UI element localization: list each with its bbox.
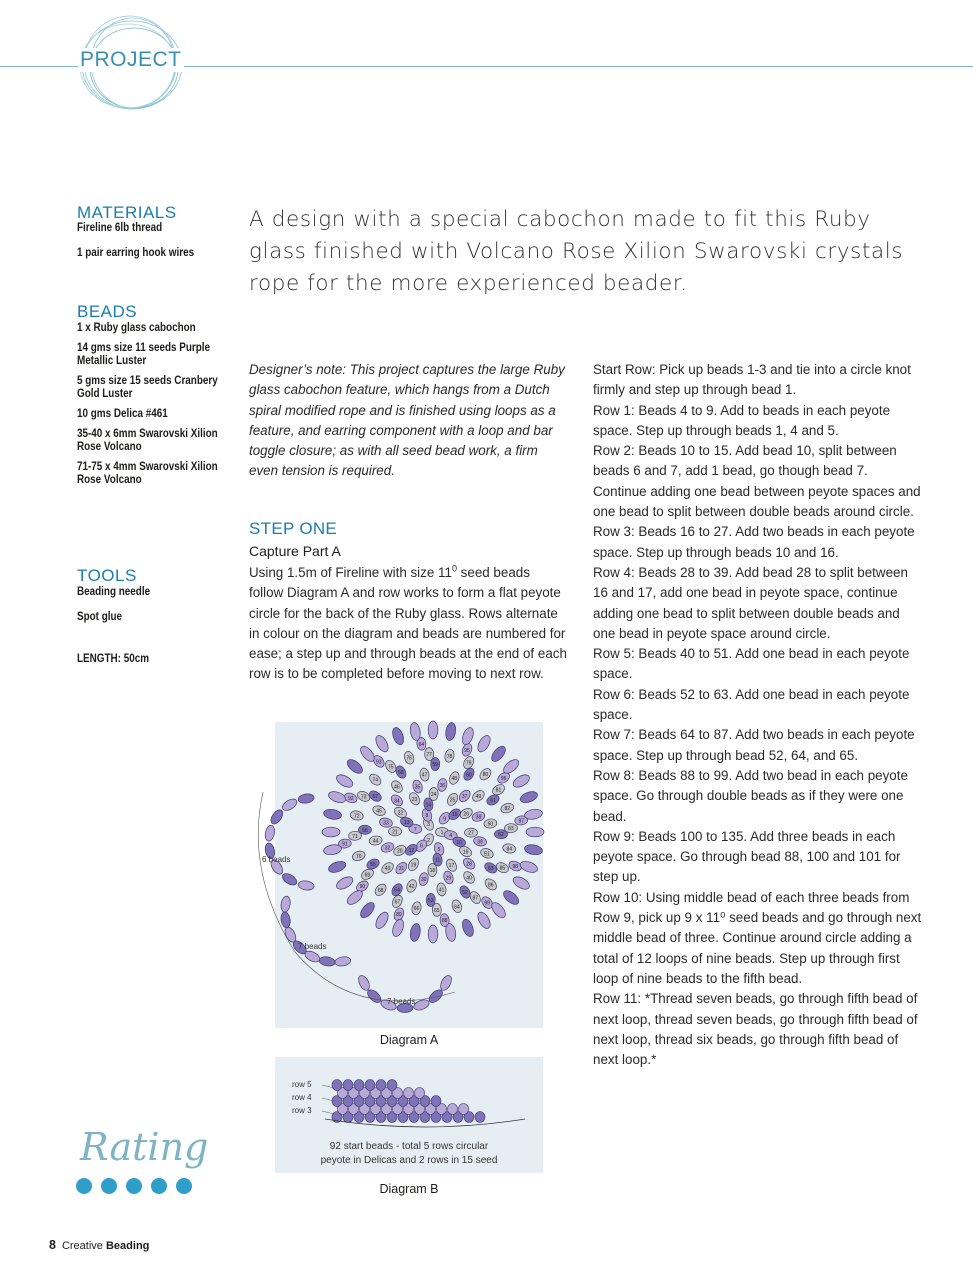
diagram-a-label-7-beads: 7 beads xyxy=(387,997,416,1006)
row-text: Beads 16 to 27. Add two beads in each peyote space. Step up through beads 10 and 16. xyxy=(593,524,915,560)
bead-number: 36 xyxy=(439,782,446,789)
diagram-b-row-label: row 4 xyxy=(292,1093,312,1102)
row-text: Beads 88 to 99. Add two bead in each peyote space. Go through double beads as if they were one bead. xyxy=(593,767,908,824)
bead xyxy=(373,910,390,930)
step-one-subtitle: Capture Part A xyxy=(249,543,341,559)
length-value: LENGTH: 50cm xyxy=(77,653,149,665)
bead xyxy=(475,910,492,930)
diagram-b-illustration xyxy=(275,1057,543,1173)
bead-number: 82 xyxy=(504,806,511,813)
rating-dot xyxy=(151,1178,167,1194)
bead-number: 33 xyxy=(383,820,389,827)
bead-number: 44 xyxy=(372,838,379,845)
bead-number: 87 xyxy=(472,895,479,902)
row-text: *Thread seven beads, go through fifth bead of next loop, thread seven beads, go through fifth bead of next loop, thread six beads, go through fifth bead of next loop.* xyxy=(593,991,918,1068)
bead xyxy=(501,888,521,907)
bead-number: 86 xyxy=(488,882,494,889)
bead-number: 69 xyxy=(364,872,371,879)
bead-number: 96 xyxy=(500,775,507,782)
bead xyxy=(373,733,390,753)
bead xyxy=(391,918,406,938)
instruction-row xyxy=(593,685,923,726)
bead-number: 61 xyxy=(490,797,496,804)
row-label: Row 4: xyxy=(593,564,635,580)
diagram-a-label-6-beads: 6 beads xyxy=(262,855,291,864)
diagram-b-caption: Diagram B xyxy=(379,1182,439,1196)
step-one-text-a: Using 1.5m of Fireline with size 11 xyxy=(249,565,452,580)
instruction-row xyxy=(593,644,923,685)
bead-number: 59 xyxy=(432,762,439,769)
magazine-name: Beading xyxy=(105,1240,150,1252)
bead-number: 70 xyxy=(355,853,362,860)
row-label: Row 2: xyxy=(593,443,635,459)
bead-number: 17 xyxy=(448,863,455,870)
bead-number: 60 xyxy=(466,772,472,779)
bead-number: 99 xyxy=(484,900,490,907)
bead-number: 1 xyxy=(440,830,444,836)
rating-dot xyxy=(126,1178,142,1194)
bead-number: 11 xyxy=(434,857,441,864)
designer-note: Designer’s note: This project captures the large Ruby glass cabochon feature, which hangs from a Dutch spiral modified rope and is finished using loops as a feature, and earring component with a loop and bar toggle closure; as with all seed bead work, a firm even tension is required. xyxy=(249,362,565,479)
bead-item: 71-75 x 4mm Swarovski Xilion Rose Volcano xyxy=(77,461,218,486)
bead xyxy=(323,808,342,821)
bead-number: 94 xyxy=(418,741,425,748)
bead-number: 92 xyxy=(347,795,354,802)
bead xyxy=(280,871,298,887)
bead xyxy=(428,721,438,739)
instruction-row xyxy=(593,725,923,766)
bead-number: 51 xyxy=(484,851,490,858)
bead-number: 4 xyxy=(449,833,453,840)
rating-dot xyxy=(101,1178,117,1194)
bead xyxy=(280,797,298,813)
bead xyxy=(391,726,406,746)
rating-dot xyxy=(176,1178,192,1194)
bead-number: 89 xyxy=(396,912,402,919)
bead xyxy=(511,772,531,789)
bead xyxy=(327,859,347,874)
material-item: 1 pair earring hook wires xyxy=(77,247,195,259)
row-label: Row 1: xyxy=(593,402,635,418)
bead-number: 58 xyxy=(398,770,404,777)
bead-number: 3 xyxy=(427,822,430,829)
diagram-a xyxy=(262,722,543,1028)
bead xyxy=(524,843,543,856)
bead xyxy=(332,1080,342,1091)
intro-text: A design with a special cabochon made to fit this Ruby glass finished with Volcano Rose Xilion Swarovski crystals rope for the more experienced beader. xyxy=(249,207,904,296)
bead-number: 84 xyxy=(506,846,513,853)
row-text: Beads 52 to 63. Add one bead in each peyote space. xyxy=(593,686,910,723)
instruction-row xyxy=(593,401,923,442)
bead xyxy=(322,827,340,837)
bead xyxy=(460,918,475,938)
instruction-row xyxy=(593,563,923,644)
bead-number: 75 xyxy=(387,764,394,771)
row-label: Row 9: xyxy=(593,828,635,844)
bead-number: 83 xyxy=(508,826,514,833)
bead-number: 95 xyxy=(464,747,470,754)
materials-section xyxy=(77,204,237,260)
bead xyxy=(343,1080,353,1091)
row-text: Using middle bead of each three beads from Row 9, pick up 9 x 11⁰ seed beads and go through next middle bead of three. Continue around circle adding a total of 12 loops of nine beads. Step up through first loop of nine beads to the fifth bead. xyxy=(593,889,922,986)
bead-number: 31 xyxy=(398,866,405,873)
bead xyxy=(459,1104,469,1115)
bead-number: 40 xyxy=(466,875,472,882)
bead-item: 1 x Ruby glass cabochon xyxy=(77,322,196,334)
bead-number: 19 xyxy=(410,862,417,869)
bead-number: 68 xyxy=(377,887,384,894)
bead-number: 39 xyxy=(477,839,483,846)
bead-number: 54 xyxy=(394,887,400,894)
row-text: Beads 64 to 87. Add two beads in each peyote space. Step up through bead 52, 64, and 65. xyxy=(593,727,915,763)
bead-item: 5 gms size 15 seeds Cranbery Gold Luster xyxy=(77,375,218,400)
bead-number: 7 xyxy=(413,826,417,833)
bead-number: 45 xyxy=(376,808,382,815)
step-one-body xyxy=(249,563,567,685)
bead-number: 35 xyxy=(414,784,421,791)
bead-number: 77 xyxy=(426,752,432,759)
diagram-a-label-7-beads: 7 beads xyxy=(298,942,327,951)
size-superscript: 0 xyxy=(451,563,457,574)
row-label: Row 10: xyxy=(593,889,643,905)
instructions-column xyxy=(593,360,923,1070)
page-footer xyxy=(49,1238,149,1252)
bead-number: 43 xyxy=(384,866,391,873)
bead-number: 93 xyxy=(376,759,382,766)
rating-block xyxy=(72,1108,232,1198)
row-label: Row 5: xyxy=(593,646,635,662)
bead-number: 32 xyxy=(384,845,391,852)
row-label: Row 6: xyxy=(593,686,635,702)
bead xyxy=(404,1088,414,1099)
bead-number: 29 xyxy=(445,875,452,882)
beads-section xyxy=(77,303,237,487)
bead-number: 9 xyxy=(443,816,447,823)
bead-number: 22 xyxy=(397,810,404,817)
instruction-row xyxy=(593,441,923,522)
bead xyxy=(526,827,544,837)
bead xyxy=(264,824,276,841)
bead-number: 79 xyxy=(465,760,472,767)
bead-number: 30 xyxy=(420,877,427,884)
tool-item: Spot glue xyxy=(77,611,123,623)
bead xyxy=(489,744,508,764)
bead-number: 63 xyxy=(487,865,494,872)
instruction-row xyxy=(593,360,923,401)
bead xyxy=(298,793,315,804)
bead-number: 67 xyxy=(394,899,401,906)
bead xyxy=(511,874,531,891)
bead xyxy=(376,1080,386,1091)
beads-heading: BEADS xyxy=(77,302,138,321)
bead-number: 72 xyxy=(353,813,360,820)
bead xyxy=(460,726,475,746)
bead-number: 23 xyxy=(411,796,418,803)
step-one-text-b: seed beads follow Diagram A and row works to form a flat peyote circle for the back of the Ruby glass. Rows alternate in colour on the diagram and beads are numbered for ease; a step up and through beads at the end of each row is to be completed before moving to next row. xyxy=(249,565,567,682)
row-text: Pick up beads 1-3 and tie into a circle knot firmly and step up through bead 1. xyxy=(593,362,911,398)
diagram-b-row-label: row 5 xyxy=(292,1080,312,1089)
bead-number: 73 xyxy=(360,794,367,801)
rating-dot xyxy=(76,1178,92,1194)
diagram-b xyxy=(275,1057,543,1173)
bead-number: 46 xyxy=(394,784,400,791)
bead xyxy=(280,896,291,913)
material-item: Fireline 6lb thread xyxy=(77,222,163,234)
bead-number: 42 xyxy=(408,883,415,890)
bead-number: 48 xyxy=(451,776,458,783)
materials-heading: MATERIALS xyxy=(77,203,177,222)
bead xyxy=(409,923,422,942)
bead xyxy=(475,1112,485,1123)
bead xyxy=(387,1080,397,1091)
bead-number: 52 xyxy=(462,889,468,896)
row-label: Row 8: xyxy=(593,767,635,783)
instruction-row xyxy=(593,989,923,1070)
tools-heading: TOOLS xyxy=(77,566,137,585)
bead xyxy=(345,757,365,776)
bead-item: 10 gms Delica #461 xyxy=(77,408,168,420)
row-label: Row 7: xyxy=(593,727,635,743)
bead xyxy=(431,1096,441,1107)
instruction-row xyxy=(593,522,923,563)
bead-number: 90 xyxy=(359,884,366,891)
bead-number: 12 xyxy=(408,847,415,854)
bead xyxy=(269,808,286,826)
bead-number: 56 xyxy=(362,827,368,834)
bead xyxy=(334,772,354,789)
bead-number: 14 xyxy=(425,802,432,809)
instruction-row xyxy=(593,766,923,827)
bead-number: 37 xyxy=(461,793,468,800)
bead-number: 57 xyxy=(372,794,379,801)
bead-number: 98 xyxy=(512,864,519,871)
step-one-title: STEP ONE xyxy=(249,519,338,538)
bead xyxy=(519,859,539,874)
bead xyxy=(438,974,453,992)
bead-number: 85 xyxy=(499,865,506,872)
bead xyxy=(298,880,315,891)
bead-number: 21 xyxy=(392,829,398,836)
bead-number: 71 xyxy=(352,833,358,840)
row-text: Beads 10 to 15. Add bead 10, split between beads 6 and 7, add 1 bead, go though bead 7. Continue adding one bead between peyote spaces and one bead to split between double beads around circle. xyxy=(593,443,921,520)
bead xyxy=(319,956,336,967)
bead-number: 6 xyxy=(419,843,423,850)
bead xyxy=(327,790,347,805)
tools-section xyxy=(77,567,237,666)
bead-number: 66 xyxy=(413,906,420,913)
row-label: Start Row: xyxy=(593,362,656,377)
bead xyxy=(415,1088,425,1099)
row-text: Beads 40 to 51. Add one bead in each peyote space. xyxy=(593,646,910,682)
bead-number: 62 xyxy=(498,832,504,839)
bead xyxy=(428,925,438,943)
bead-number: 78 xyxy=(446,753,453,760)
bead xyxy=(475,733,492,753)
bead-number: 27 xyxy=(468,830,474,837)
bead xyxy=(280,911,291,928)
instruction-row xyxy=(593,827,923,888)
bead-item: 14 gms size 11 seeds Purple Metallic Luster xyxy=(77,342,211,367)
bead-number: 16 xyxy=(462,849,469,856)
bead-number: 55 xyxy=(370,862,376,869)
row-label: Row 3: xyxy=(593,524,635,540)
tool-item: Beading needle xyxy=(77,586,151,598)
bead-number: 81 xyxy=(495,787,502,794)
bead xyxy=(519,790,539,805)
row-pointer xyxy=(322,1111,334,1114)
bead xyxy=(356,974,371,992)
bead-number: 13 xyxy=(404,820,410,827)
bead-number: 50 xyxy=(487,821,494,828)
row-text: Beads 100 to 135. Add three beads in each peyote space. Go through bead 88, 100 and 101 for step up. xyxy=(593,828,901,885)
instruction-row xyxy=(593,888,923,989)
bead-number: 25 xyxy=(449,797,456,804)
bead-number: 24 xyxy=(430,792,437,799)
bead-number: 2 xyxy=(427,837,430,844)
bead xyxy=(334,874,354,891)
row-text: Beads 4 to 9. Add to beads in each peyote space. Step up through beads 1, 4 and 5. xyxy=(593,402,891,438)
bead-number: 47 xyxy=(421,772,428,779)
rating-label: Rating xyxy=(80,1125,209,1169)
bead-number: 97 xyxy=(518,818,525,825)
bead-number: 8 xyxy=(425,813,429,820)
diagram-b-note-line-2: peyote in Delicas and 2 rows in 15 seed xyxy=(320,1155,498,1166)
bead-number: 53 xyxy=(427,897,434,904)
bead xyxy=(448,1104,458,1115)
magazine-prefix: Creative xyxy=(61,1240,103,1252)
bead-number: 91 xyxy=(341,841,348,848)
bead xyxy=(444,722,457,741)
bead xyxy=(334,956,351,967)
bead-number: 15 xyxy=(451,812,458,819)
bead-number: 26 xyxy=(463,811,469,818)
diagram-b-row-label: row 3 xyxy=(292,1106,312,1115)
bead-number: 10 xyxy=(456,839,462,846)
bead-number: 38 xyxy=(475,814,482,821)
bead xyxy=(358,900,377,920)
bead-number: 65 xyxy=(434,907,440,914)
bead xyxy=(365,1080,375,1091)
diagram-a-caption: Diagram A xyxy=(379,1033,439,1047)
bead-number: 20 xyxy=(397,848,403,855)
page-number: 8 xyxy=(49,1238,56,1252)
section-label: PROJECT xyxy=(80,48,182,71)
bead-number: 41 xyxy=(438,887,445,894)
bead-number: 49 xyxy=(475,793,482,800)
diagram-a-illustration xyxy=(262,722,543,1028)
row-label: Row 11: xyxy=(593,991,642,1007)
bead-number: 28 xyxy=(466,861,472,868)
diagram-b-note-line-1: 92 start beads - total 5 rows circular xyxy=(329,1141,489,1152)
bead-number: 76 xyxy=(406,755,412,762)
bead-number: 34 xyxy=(394,798,400,805)
bead-number: 5 xyxy=(437,846,441,853)
bead-number: 88 xyxy=(441,918,448,925)
bead-item: 35-40 x 6mm Swarovski Xilion Rose Volcano xyxy=(77,428,218,453)
bead-number: 80 xyxy=(482,772,489,779)
bead-number: 64 xyxy=(454,904,460,911)
row-text: Beads 28 to 39. Add bead 28 to split between 16 and 17, add one bead in peyote space, continue adding one bead to split between double beads and one bead in peyote space around circle. xyxy=(593,564,908,641)
bead xyxy=(354,1080,364,1091)
bead-number: 74 xyxy=(372,777,378,784)
bead-number: 18 xyxy=(429,867,436,874)
